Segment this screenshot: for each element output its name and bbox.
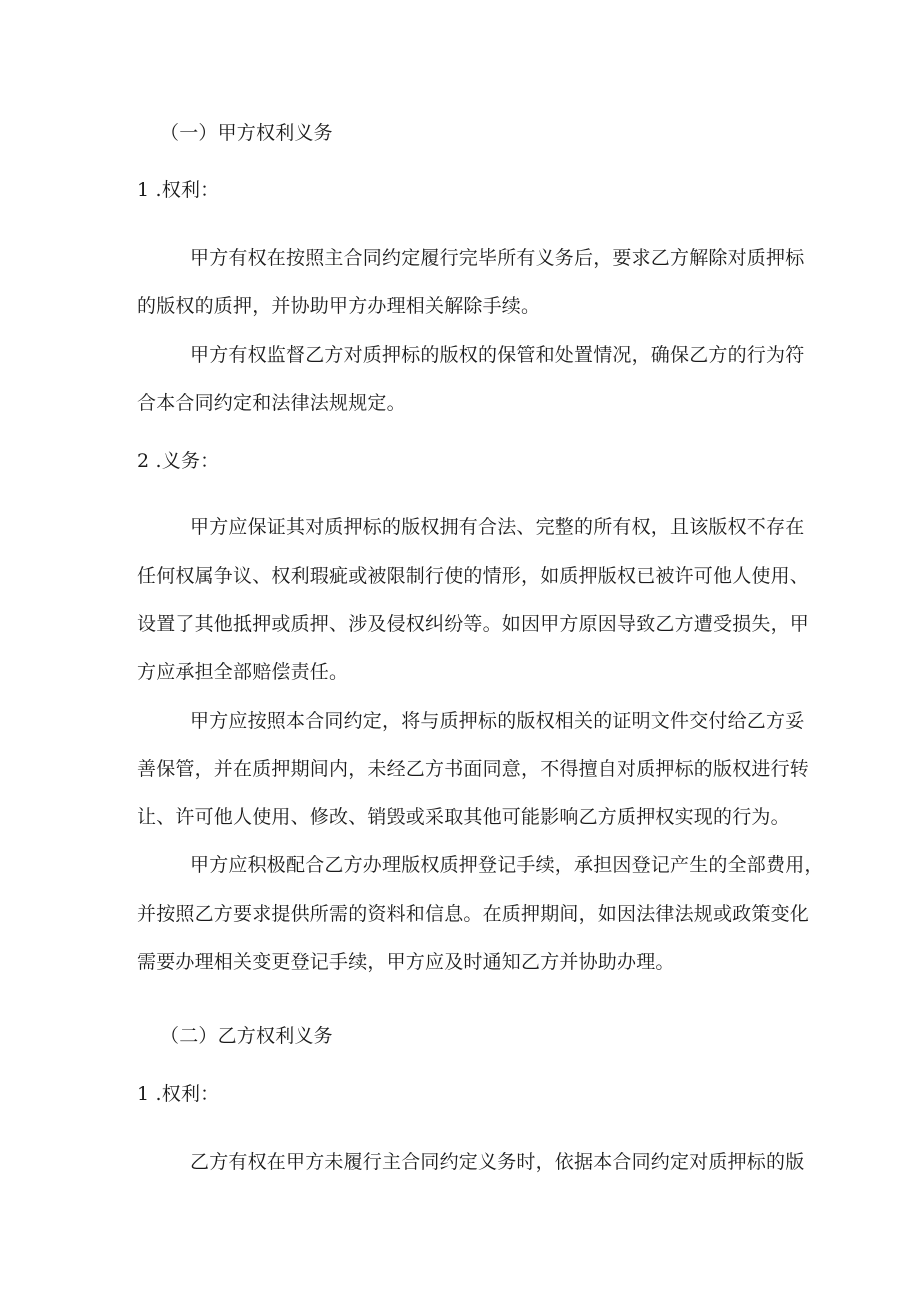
paragraph-line: 善保管，并在质押期间内，未经乙方书面同意，不得擅自对质押标的版权进行转 (137, 758, 810, 780)
paragraph-line: 设置了其他抵押或质押、涉及侵权纠纷等。如因甲方原因导致乙方遭受损失，甲 (137, 613, 810, 635)
paragraph-line: 乙方有权在甲方未履行主合同约定义务时，依据本合同约定对质押标的版 (190, 1151, 805, 1173)
section-heading-party-a: （一）甲方权利义务 (160, 122, 333, 144)
paragraph-line: 合本合同约定和法律法规规定。 (137, 392, 406, 414)
paragraph-line: 甲方应按照本合同约定，将与质押标的版权相关的证明文件交付给乙方妥 (190, 710, 805, 732)
paragraph-line: 甲方有权在按照主合同约定履行完毕所有义务后，要求乙方解除对质押标 (190, 247, 805, 269)
paragraph-line: 让、许可他人使用、修改、销毁或采取其他可能影响乙方质押权实现的行为。 (137, 806, 790, 828)
section-heading-party-b: （二）乙方权利义务 (160, 1025, 333, 1047)
duties-label-party-a: 2 .义务： (137, 450, 220, 472)
rights-label-party-b: 1 .权利： (137, 1083, 220, 1105)
rights-label-party-a: 1 .权利： (137, 179, 220, 201)
paragraph-line: 的版权的质押，并协助甲方办理相关解除手续。 (137, 295, 541, 317)
paragraph-line: 甲方应积极配合乙方办理版权质押登记手续，承担因登记产生的全部费用， (190, 854, 824, 876)
paragraph-line: 任何权属争议、权利瑕疵或被限制行使的情形，如质押版权已被许可他人使用、 (137, 565, 810, 587)
paragraph-line: 甲方应保证其对质押标的版权拥有合法、完整的所有权，且该版权不存在 (190, 516, 805, 538)
paragraph-line: 需要办理相关变更登记手续，甲方应及时通知乙方并协助办理。 (137, 951, 675, 973)
paragraph-line: 并按照乙方要求提供所需的资料和信息。在质押期间，如因法律法规或政策变化 (137, 903, 810, 925)
paragraph-line: 甲方有权监督乙方对质押标的版权的保管和处置情况，确保乙方的行为符 (190, 344, 805, 366)
paragraph-line: 方应承担全部赔偿责任。 (137, 661, 349, 683)
